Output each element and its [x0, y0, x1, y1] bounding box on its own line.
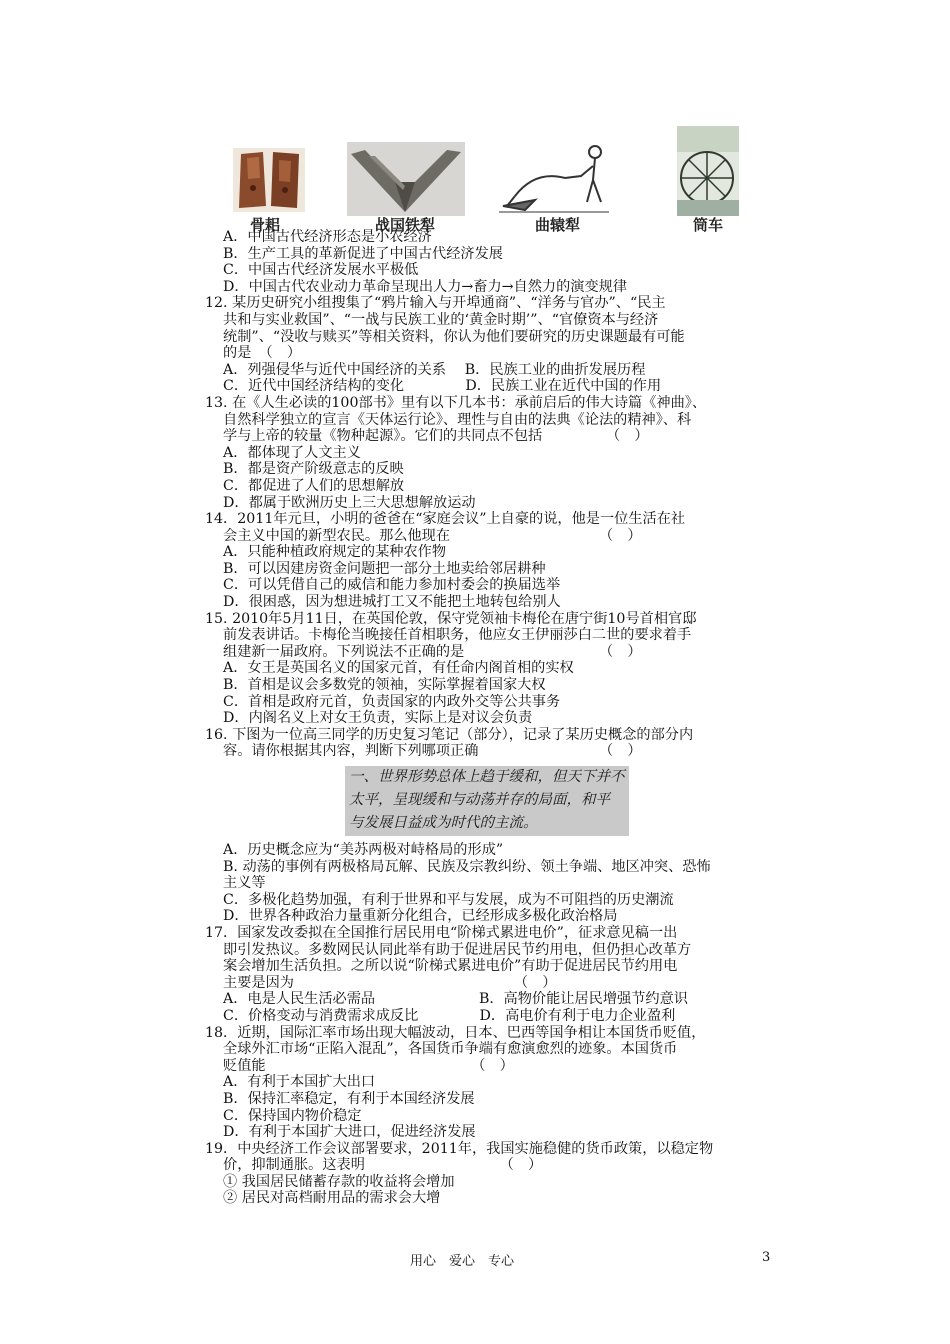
text-line: 主义等	[223, 875, 266, 892]
farming-tools-figure	[225, 126, 765, 234]
text-line: 贬值能 （ ）	[223, 1057, 514, 1074]
question-line: 17．国家发改委拟在全国推行居民用电“阶梯式累进电价”，征求意见稿一出	[205, 924, 678, 941]
text-line: A．女王是英国名义的国家元首，有任命内阁首相的实权	[223, 660, 574, 677]
question-line: 12. 某历史研究小组搜集了“鸦片输入与开埠通商”、“洋务与官办”、“民主	[205, 295, 666, 312]
text-line: C．价格变动与消费需求成反比 D．高电价有利于电力企业盈利	[223, 1007, 676, 1024]
text-line: C．保持国内物价稳定	[223, 1107, 362, 1124]
text-line: B．首相是议会多数党的领袖，实际掌握着国家大权	[223, 677, 546, 694]
waterwheel-image	[677, 126, 739, 216]
caption-iron-plow: 战国铁犁	[375, 216, 436, 234]
text-line: A．只能种植政府规定的某种农作物	[223, 544, 447, 561]
text-line: A．有利于本国扩大出口	[223, 1074, 376, 1091]
text-line: B．生产工具的革新促进了中国古代经济发展	[223, 245, 503, 262]
text-line: B．可以因建房资金问题把一部分土地卖给邻居耕种	[223, 560, 546, 577]
text-line: ① 我国居民储蓄存款的收益将会增加	[223, 1173, 455, 1190]
text-line: ② 居民对高档耐用品的需求会大增	[223, 1190, 441, 1207]
text-line: B. 动荡的事例有两极格局瓦解、民族及宗教纠纷、领土争端、地区冲突、恐怖	[223, 858, 711, 875]
text-line: 案会增加生活负担。之所以说“阶梯式累进电价”有助于促进居民节约用电	[223, 958, 678, 975]
iron-plow-image	[347, 142, 465, 216]
text-line: 的是 （ ）	[223, 345, 302, 362]
text-line: 容。请你根据其内容，判断下列哪项正确 （ ）	[223, 743, 642, 760]
note-line: 与发展日益成为时代的主流。	[349, 815, 538, 831]
text-line: D．内阁名义上对女王负责，实际上是对议会负责	[223, 710, 533, 727]
text-line: 即引发热议。多数网民认同此举有助于促进居民节约用电，但仍担心改革方	[223, 941, 692, 958]
text-line: 共和与实业救国”、“一战与民族工业的‘黄金时期’”、“官僚资本与经济	[223, 311, 659, 328]
caption-bone-spade: 骨耜	[250, 216, 281, 234]
caption-curved-shaft-plow: 曲辕犁	[535, 216, 581, 234]
text-line: A．列强侵华与近代中国经济的关系 B．民族工业的曲折发展历程	[223, 361, 646, 378]
text-line: A．中国古代经济形态是小农经济	[223, 229, 432, 245]
footer-motto: 用心 爱心 专心	[410, 1254, 515, 1269]
text-line: D．世界各种政治力量重新分化组合，已经形成多极化政治格局	[223, 908, 618, 925]
curved-shaft-plow-image	[495, 140, 613, 218]
question-line: 14．2011年元旦，小明的爸爸在“家庭会议”上自豪的说，他是一位生活在社	[205, 511, 686, 528]
text-line: D．很困惑，因为想进城打工又不能把土地转包给别人	[223, 594, 561, 611]
page-number: 3	[762, 1250, 771, 1265]
text-line: 价，抑制通胀。这表明 （ ）	[223, 1157, 543, 1174]
question-line: 19．中央经济工作会议部署要求，2011年，我国实施稳健的货币政策，以稳定物	[205, 1140, 714, 1157]
question-line: 18．近期，国际汇率市场出现大幅波动，日本、巴西等国争相让本国货币贬值，	[205, 1024, 706, 1041]
note-line: 太平，呈现缓和与动荡并存的局面，和平	[349, 792, 610, 808]
question-text	[205, 229, 775, 1207]
text-line: D．中国古代农业动力革命呈现出人力→畜力→自然力的演变规律	[223, 278, 628, 295]
text-line: 前发表讲话。卡梅伦当晚接任首相职务，他应女王伊丽莎白二世的要求着手	[223, 627, 692, 644]
text-line: D．都属于欧洲历史上三大思想解放运动	[223, 494, 476, 511]
text-line: C．首相是政府元首，负责国家的内政外交等公共事务	[223, 693, 561, 710]
question-line: 16. 下图为一位高三同学的历史复习笔记（部分），记录了某历史概念的部分内	[205, 726, 694, 743]
text-line: B．都是资产阶级意志的反映	[223, 461, 404, 478]
question-line: 15. 2010年5月11日，在英国伦敦，保守党领袖卡梅伦在唐宁街10号首相官邸	[205, 610, 697, 627]
text-line: D．有利于本国扩大进口，促进经济发展	[223, 1124, 476, 1141]
text-line: 会主义中国的新型农民。那么他现在 （ ）	[223, 527, 642, 544]
text-line: 统制”、“没收与赎买”等相关资料，你认为他们要研究的历史课题最有可能	[223, 328, 685, 345]
bone-spade-image	[233, 148, 305, 212]
handwritten-note-image	[345, 766, 629, 836]
text-line: 主要是因为 （ ）	[223, 974, 557, 991]
text-line: A．电是人民生活必需品 B．高物价能让居民增强节约意识	[223, 991, 688, 1008]
caption-waterwheel: 筒车	[693, 216, 724, 234]
text-line: A．历史概念应为“美苏两极对峙格局的形成”	[223, 842, 504, 858]
text-line: C．可以凭借自己的威信和能力参加村委会的换届选举	[223, 577, 561, 594]
text-line: C．近代中国经济结构的变化 D．民族工业在近代中国的作用	[223, 378, 662, 395]
text-line: C．多极化趋势加强，有利于世界和平与发展，成为不可阻挡的历史潮流	[223, 891, 674, 908]
note-line: 一、世界形势总体上趋于缓和，但天下并不	[349, 769, 625, 785]
text-line: 自然科学独立的宣言《天体运行论》、理性与自由的法典《论法的精神》、科	[223, 411, 692, 428]
text-line: A．都体现了人文主义	[223, 444, 361, 461]
text-line: B．保持汇率稳定，有利于本国经济发展	[223, 1090, 475, 1107]
text-line: 组建新一届政府。下列说法不正确的是 （ ）	[223, 643, 642, 660]
text-line: C．都促进了人们的思想解放	[223, 477, 405, 494]
text-line: C．中国古代经济发展水平极低	[223, 262, 419, 279]
text-line: 全球外汇市场“正陷入混乱”，各国货币争端有愈演愈烈的迹象。本国货币	[223, 1041, 678, 1058]
question-line: 13. 在《人生必读的100部书》里有以下几本书：承前启后的伟大诗篇《神曲》、	[205, 394, 707, 411]
text-line: 学与上帝的较量《物种起源》。它们的共同点不包括 （ ）	[223, 428, 649, 445]
